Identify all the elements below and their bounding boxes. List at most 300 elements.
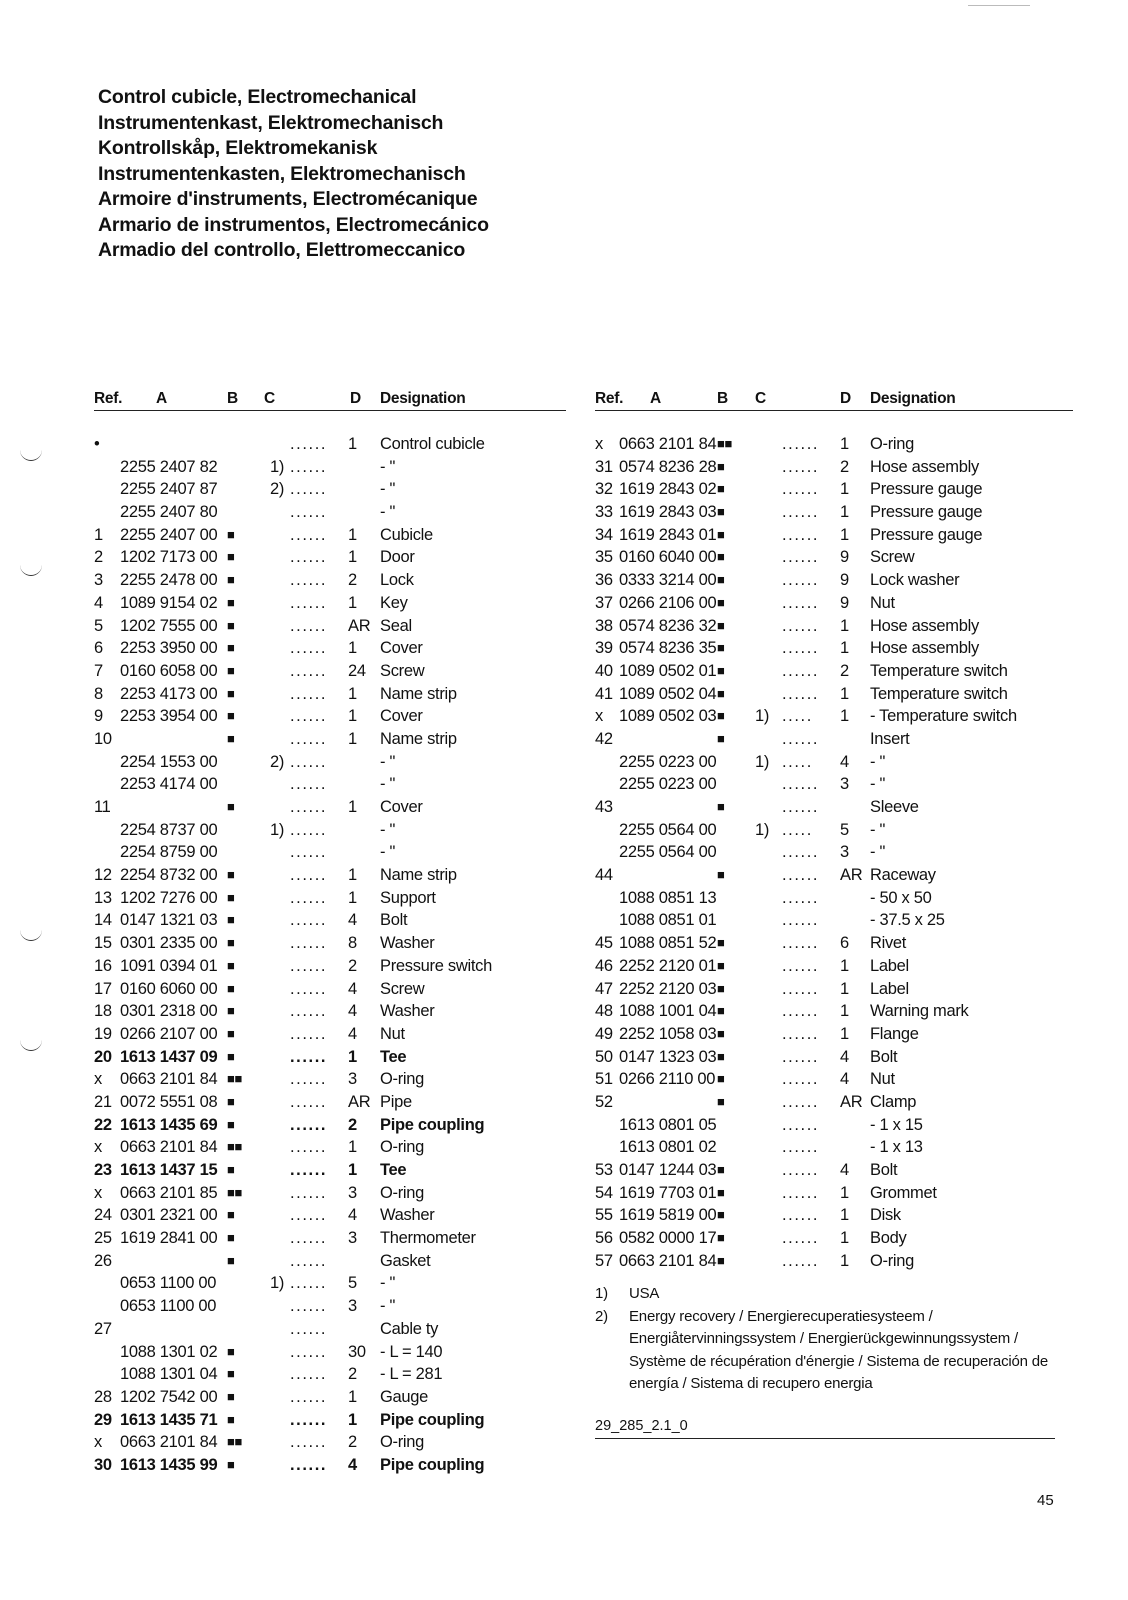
part-number-cell: 1089 0502 03: [619, 707, 717, 726]
designation-cell: Hose assembly: [870, 616, 979, 635]
designation-cell: O-ring: [380, 1138, 425, 1157]
b-marker-cell: ■: [717, 1003, 725, 1019]
ref-cell: 43: [595, 798, 613, 816]
b-marker-cell: ■: [227, 867, 235, 883]
title-nl: Instrumentenkast, Elektromechanisch: [98, 111, 444, 134]
table-row: [94, 1320, 566, 1343]
quantity-cell: 30: [348, 1342, 366, 1361]
table-row: [94, 503, 566, 526]
leader-dots: ......: [290, 1024, 328, 1043]
table-row: [595, 911, 1073, 934]
part-number-cell: 0574 8236 32: [619, 616, 717, 635]
b-marker-cell: ■: [227, 1048, 235, 1064]
b-marker-cell: ■: [717, 799, 725, 814]
b-marker-cell: ■: [717, 935, 725, 951]
leader-dots: ......: [782, 956, 820, 975]
part-number-cell: 0266 2106 00: [619, 593, 717, 612]
leader-dots: ......: [290, 934, 328, 953]
b-marker-cell: ■■: [717, 436, 733, 451]
designation-cell: Washer: [380, 1206, 435, 1225]
quantity-cell: 1: [840, 979, 849, 998]
ref-cell: 42: [595, 729, 613, 748]
quantity-cell: 2: [348, 956, 357, 975]
designation-cell: - ": [870, 775, 886, 794]
leader-dots: ......: [782, 911, 820, 930]
b-marker-cell: ■: [227, 1230, 235, 1246]
leader-dots: ......: [782, 1002, 820, 1021]
designation-cell: - ": [870, 820, 886, 839]
designation-cell: Cover: [380, 639, 423, 658]
leader-dots: ......: [290, 1342, 328, 1361]
ref-cell: 52: [595, 1092, 613, 1111]
b-marker-cell: ■: [717, 685, 725, 701]
b-marker-cell: ■: [717, 504, 725, 520]
part-number-cell: 1202 7173 00: [120, 548, 218, 567]
table-row: [595, 1025, 1073, 1048]
part-number-cell: 1613 0801 02: [619, 1138, 717, 1157]
ref-cell: 47: [595, 979, 613, 998]
header-designation: Designation: [380, 390, 466, 407]
ref-cell: 37: [595, 593, 613, 612]
designation-cell: Cover: [380, 707, 423, 726]
leader-dots: ......: [290, 1297, 328, 1316]
b-marker-cell: ■: [227, 617, 235, 633]
leader-dots: .....: [782, 820, 813, 839]
leader-dots: ......: [290, 1047, 328, 1066]
leader-dots: ......: [782, 888, 820, 907]
ref-cell: 38: [595, 616, 613, 635]
ref-cell: 24: [94, 1206, 112, 1225]
leader-dots: ......: [782, 1024, 820, 1043]
leader-dots: ......: [290, 1455, 328, 1474]
quantity-cell: 4: [840, 752, 849, 771]
quantity-cell: 4: [348, 1455, 357, 1474]
table-row: [595, 775, 1073, 798]
designation-cell: Nut: [870, 593, 895, 612]
table-row: [595, 1206, 1073, 1229]
ref-cell: 2: [94, 548, 103, 567]
b-marker-cell: ■: [227, 1411, 235, 1427]
ref-cell: x: [94, 1183, 102, 1202]
leader-dots: ......: [290, 1183, 328, 1202]
c-note-cell: 1): [270, 820, 285, 839]
designation-cell: - Temperature switch: [870, 707, 1017, 726]
ref-cell: 32: [595, 480, 613, 499]
b-marker-cell: ■: [227, 1343, 235, 1359]
part-number-cell: 1613 1435 71: [120, 1410, 218, 1429]
table-row: [595, 798, 1073, 821]
quantity-cell: 1: [348, 707, 357, 726]
part-number-cell: 1202 7555 00: [120, 616, 218, 635]
designation-cell: Temperature switch: [870, 661, 1008, 680]
table-row: [595, 1002, 1073, 1025]
leader-dots: ......: [290, 525, 328, 544]
leader-dots: ......: [782, 843, 820, 862]
part-number-cell: 0266 2107 00: [120, 1024, 218, 1043]
leader-dots: ......: [782, 1047, 820, 1066]
table-row: [595, 1048, 1073, 1071]
b-marker-cell: ■: [227, 1456, 235, 1472]
ref-cell: 10: [94, 729, 112, 748]
ref-cell: x: [595, 707, 603, 726]
table-header: [595, 388, 1073, 411]
designation-cell: Cover: [380, 798, 423, 816]
ref-cell: 45: [595, 934, 613, 953]
table-row: [94, 435, 566, 458]
part-number-cell: 2255 2407 80: [120, 503, 218, 522]
ref-cell: 14: [94, 911, 112, 930]
b-marker-cell: ■: [717, 1071, 725, 1087]
table-row: [94, 1252, 566, 1275]
designation-cell: Warning mark: [870, 1002, 969, 1021]
leader-dots: ......: [290, 435, 328, 453]
b-marker-cell: ■: [227, 1366, 235, 1382]
ref-cell: 17: [94, 979, 112, 998]
ref-cell: x: [94, 1433, 102, 1452]
part-number-cell: 2252 1058 03: [619, 1024, 717, 1043]
designation-cell: Pipe coupling: [380, 1410, 485, 1429]
leader-dots: ......: [782, 457, 820, 476]
leader-dots: ......: [782, 571, 820, 590]
ref-cell: 7: [94, 661, 103, 680]
designation-cell: - ": [380, 775, 396, 794]
ref-cell: 36: [595, 571, 613, 590]
binding-mark: [20, 450, 42, 461]
part-number-cell: 1619 7703 01: [619, 1183, 717, 1202]
title-de: Instrumentenkasten, Elektromechanisch: [98, 162, 466, 185]
part-number-cell: 2253 3954 00: [120, 707, 218, 726]
designation-cell: Thermometer: [380, 1229, 476, 1248]
leader-dots: ......: [782, 435, 820, 453]
designation-cell: - ": [870, 752, 886, 771]
b-marker-cell: ■: [717, 1252, 725, 1268]
title-en: Control cubicle, Electromechanical: [98, 86, 417, 108]
table-row: [595, 1252, 1073, 1275]
quantity-cell: 9: [840, 571, 849, 590]
ref-cell: 25: [94, 1229, 112, 1248]
part-number-cell: 0333 3214 00: [619, 571, 717, 590]
table-row: [94, 1025, 566, 1048]
leader-dots: ......: [290, 707, 328, 726]
designation-cell: Tee: [380, 1161, 407, 1179]
table-row: [94, 662, 566, 685]
leader-dots: ......: [782, 1251, 820, 1270]
part-number-cell: 2253 4173 00: [120, 684, 218, 703]
designation-cell: - ": [380, 457, 396, 476]
designation-cell: - ": [380, 820, 396, 839]
part-number-cell: 1619 2843 03: [619, 503, 717, 522]
part-number-cell: 1619 2843 01: [619, 525, 717, 544]
leader-dots: ......: [290, 593, 328, 612]
b-marker-cell: ■: [227, 1252, 235, 1268]
part-number-cell: 0160 6058 00: [120, 661, 218, 680]
ref-cell: 41: [595, 684, 613, 703]
designation-cell: Nut: [870, 1070, 895, 1089]
table-row: [94, 957, 566, 980]
b-marker-cell: ■: [717, 1093, 725, 1109]
b-marker-cell: ■: [717, 708, 725, 724]
designation-cell: O-ring: [380, 1183, 425, 1202]
designation-cell: Pressure gauge: [870, 525, 983, 544]
quantity-cell: 1: [348, 593, 357, 612]
part-number-cell: 0663 2101 85: [120, 1183, 218, 1202]
b-marker-cell: ■: [717, 1162, 725, 1177]
b-marker-cell: ■: [717, 526, 725, 542]
part-number-cell: 2253 3950 00: [120, 639, 218, 658]
leader-dots: ......: [782, 593, 820, 612]
quantity-cell: 1: [348, 1410, 357, 1429]
c-note-cell: 1): [755, 752, 770, 771]
b-marker-cell: ■: [717, 1184, 725, 1200]
designation-cell: Screw: [380, 979, 425, 998]
leader-dots: ......: [782, 525, 820, 544]
table-row: [94, 1048, 566, 1071]
table-row: [94, 980, 566, 1003]
table-row: [595, 934, 1073, 957]
table-row: [94, 480, 566, 503]
leader-dots: ......: [782, 866, 820, 885]
table-row: [94, 798, 566, 821]
b-marker-cell: ■: [717, 867, 725, 883]
table-row: [94, 775, 566, 798]
part-number-cell: 2255 2407 87: [120, 480, 218, 499]
b-marker-cell: ■: [717, 662, 725, 678]
part-number-cell: 0582 0000 17: [619, 1229, 717, 1248]
quantity-cell: 2: [348, 1365, 357, 1384]
table-row: [94, 1093, 566, 1116]
title-sv: Kontrollskåp, Elektromekanisk: [98, 137, 378, 159]
ref-cell: 6: [94, 639, 103, 658]
table-row: [595, 548, 1073, 571]
quantity-cell: 1: [348, 729, 357, 748]
designation-cell: Washer: [380, 1002, 435, 1021]
part-number-cell: 2252 2120 01: [619, 956, 717, 975]
leader-dots: ......: [782, 729, 820, 748]
leader-dots: ......: [782, 775, 820, 794]
table-row: [94, 594, 566, 617]
ref-cell: 9: [94, 707, 103, 726]
designation-cell: - ": [380, 752, 396, 771]
designation-cell: Bolt: [870, 1047, 898, 1066]
designation-cell: Pressure gauge: [870, 480, 983, 499]
designation-cell: - ": [380, 480, 396, 499]
leader-dots: ......: [290, 1161, 328, 1179]
ref-cell: 3: [94, 571, 103, 590]
table-row: [94, 1138, 566, 1161]
b-marker-cell: ■: [227, 662, 235, 678]
header-c: C: [264, 390, 275, 407]
leader-dots: ......: [290, 866, 328, 885]
leader-dots: ......: [782, 1229, 820, 1248]
table-row: [94, 1161, 566, 1184]
leader-dots: ......: [290, 843, 328, 862]
designation-cell: - ": [380, 1274, 396, 1293]
designation-cell: Pressure gauge: [870, 503, 983, 522]
parts-table-right: [595, 388, 1073, 1274]
quantity-cell: 1: [348, 684, 357, 703]
part-number-cell: 0663 2101 84: [120, 1138, 218, 1157]
ref-cell: 35: [595, 548, 613, 567]
leader-dots: ......: [290, 1229, 328, 1248]
quantity-cell: AR: [348, 1092, 371, 1111]
table-row: [595, 639, 1073, 662]
leader-dots: ......: [782, 1183, 820, 1202]
ref-cell: 4: [94, 593, 103, 612]
part-number-cell: 2254 8732 00: [120, 866, 218, 885]
part-number-cell: 1088 1001 04: [619, 1002, 717, 1021]
table-row: [94, 458, 566, 481]
table-row: [94, 639, 566, 662]
header-b: B: [227, 390, 238, 407]
designation-cell: Screw: [870, 548, 915, 567]
table-row: [595, 1184, 1073, 1207]
table-row: [94, 1070, 566, 1093]
part-number-cell: 1619 2841 00: [120, 1229, 218, 1248]
table-row: [595, 1070, 1073, 1093]
part-number-cell: 0653 1100 00: [120, 1274, 217, 1293]
table-row: [94, 911, 566, 934]
b-marker-cell: ■: [717, 730, 725, 746]
quantity-cell: 4: [840, 1047, 849, 1066]
quantity-cell: 3: [840, 775, 849, 794]
designation-cell: Cable ty: [380, 1319, 439, 1338]
designation-cell: Label: [870, 979, 909, 998]
designation-cell: Bolt: [870, 1161, 898, 1179]
b-marker-cell: ■: [717, 1207, 725, 1223]
quantity-cell: 24: [348, 661, 366, 680]
ref-cell: 30: [94, 1455, 112, 1474]
designation-cell: Name strip: [380, 729, 457, 748]
ref-cell: •: [94, 435, 100, 453]
quantity-cell: 2: [348, 1433, 357, 1452]
ref-cell: 11: [94, 798, 111, 816]
ref-cell: 33: [595, 503, 613, 522]
designation-cell: Temperature switch: [870, 684, 1008, 703]
ref-cell: x: [94, 1070, 102, 1089]
designation-cell: Seal: [380, 616, 412, 635]
header-ref: Ref.: [595, 390, 624, 407]
table-row: [94, 753, 566, 776]
part-number-cell: 1089 0502 04: [619, 684, 717, 703]
quantity-cell: AR: [348, 616, 371, 635]
designation-cell: Grommet: [870, 1183, 937, 1202]
c-note-cell: 1): [270, 1274, 285, 1293]
table-row: [94, 707, 566, 730]
b-marker-cell: ■: [717, 980, 725, 996]
ref-cell: 53: [595, 1161, 613, 1179]
leader-dots: ......: [782, 639, 820, 658]
quantity-cell: 4: [840, 1070, 849, 1089]
designation-cell: - 37.5 x 25: [870, 911, 945, 930]
part-number-cell: 1613 1435 69: [120, 1115, 218, 1134]
leader-dots: ......: [290, 571, 328, 590]
designation-cell: Control cubicle: [380, 435, 485, 453]
leader-dots: ......: [290, 684, 328, 703]
ref-cell: 12: [94, 866, 112, 885]
b-marker-cell: ■: [227, 1003, 235, 1019]
quantity-cell: 4: [840, 1161, 849, 1179]
footnote-mark: 1): [595, 1285, 608, 1302]
quantity-cell: AR: [840, 1092, 863, 1111]
designation-cell: Raceway: [870, 866, 936, 885]
designation-cell: Hose assembly: [870, 639, 979, 658]
table-row: [94, 1206, 566, 1229]
designation-cell: Name strip: [380, 684, 457, 703]
part-number-cell: 1088 0851 52: [619, 934, 717, 953]
ref-cell: 1: [94, 525, 103, 544]
designation-cell: Pipe coupling: [380, 1455, 485, 1474]
quantity-cell: 4: [348, 1206, 357, 1225]
part-number-cell: 1088 1301 04: [120, 1365, 218, 1384]
designation-cell: Gauge: [380, 1387, 429, 1406]
ref-cell: 18: [94, 1002, 112, 1021]
ref-cell: 5: [94, 616, 103, 635]
b-marker-cell: ■: [227, 526, 235, 542]
quantity-cell: 4: [348, 1002, 357, 1021]
quantity-cell: 1: [348, 525, 357, 544]
table-row: [595, 571, 1073, 594]
quantity-cell: 1: [840, 435, 849, 453]
c-note-cell: 1): [270, 457, 285, 476]
ref-cell: 23: [94, 1161, 112, 1179]
part-number-cell: 1613 0801 05: [619, 1115, 717, 1134]
ref-cell: 27: [94, 1319, 112, 1338]
part-number-cell: 2253 4174 00: [120, 775, 218, 794]
b-marker-cell: ■: [227, 640, 235, 656]
title-it: Armadio del controllo, Elettromeccanico: [98, 239, 466, 261]
table-row: [595, 843, 1073, 866]
ref-cell: 16: [94, 956, 112, 975]
designation-cell: - ": [870, 843, 886, 862]
quantity-cell: 3: [348, 1070, 357, 1089]
quantity-cell: 1: [840, 480, 849, 499]
designation-cell: Lock washer: [870, 571, 960, 590]
ref-cell: 20: [94, 1047, 112, 1066]
designation-cell: Screw: [380, 661, 425, 680]
b-marker-cell: ■: [227, 1162, 235, 1177]
quantity-cell: 1: [348, 1387, 357, 1406]
leader-dots: ......: [782, 934, 820, 953]
designation-cell: - L = 140: [380, 1342, 443, 1361]
part-number-cell: 0160 6060 00: [120, 979, 218, 998]
b-marker-cell: ■■: [227, 1071, 243, 1087]
quantity-cell: 1: [348, 435, 357, 453]
table-row: [595, 866, 1073, 889]
part-number-cell: 1619 2843 02: [619, 480, 717, 499]
quantity-cell: 1: [348, 1047, 357, 1066]
footnote: [595, 1283, 1055, 1306]
part-number-cell: 1613 1435 99: [120, 1455, 218, 1474]
b-marker-cell: ■: [227, 572, 235, 588]
footnote-mark: 2): [595, 1307, 608, 1325]
quantity-cell: 2: [840, 457, 849, 476]
designation-cell: Support: [380, 888, 436, 907]
b-marker-cell: ■: [227, 889, 235, 905]
table-row: [94, 1116, 566, 1139]
ref-cell: 39: [595, 639, 613, 658]
b-marker-cell: ■: [227, 549, 235, 565]
table-row: [595, 957, 1073, 980]
quantity-cell: 4: [348, 911, 357, 930]
quantity-cell: 1: [840, 525, 849, 544]
quantity-cell: 1: [840, 956, 849, 975]
part-number-cell: 0301 2321 00: [120, 1206, 218, 1225]
c-note-cell: 1): [755, 820, 770, 839]
table-row: [94, 617, 566, 640]
table-row: [94, 1184, 566, 1207]
part-number-cell: 1088 0851 13: [619, 888, 717, 907]
b-marker-cell: ■: [227, 980, 235, 996]
